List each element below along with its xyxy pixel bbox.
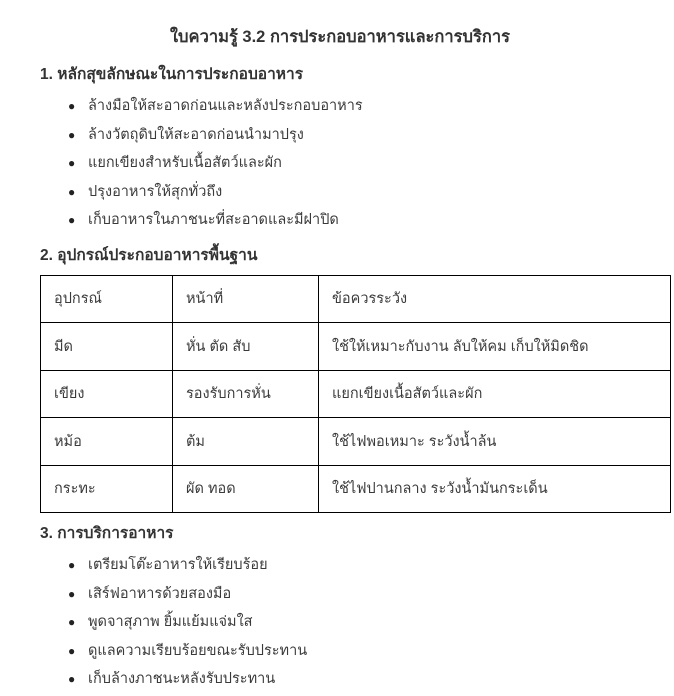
table-cell: ใช้ให้เหมาะกับงาน ลับให้คม เก็บให้มิดชิด (319, 323, 671, 371)
table-cell: แยกเขียงเนื้อสัตว์และผัก (319, 370, 671, 418)
section-2-heading: 2. อุปกรณ์ประกอบอาหารพื้นฐาน (40, 246, 258, 264)
bullet-icon: ● (68, 213, 76, 227)
bullet-icon: ● (68, 586, 76, 601)
list-item-text: พูดจาสุภาพ ยิ้มแย้มแจ่มใส (88, 614, 253, 630)
table-header-row (41, 275, 671, 323)
list-item-text: เตรียมโต๊ะอาหารให้เรียบร้อย (88, 557, 268, 573)
list-item (68, 667, 640, 696)
bullet-icon: ● (68, 156, 76, 170)
list-item-text: เสิร์ฟอาหารด้วยสองมือ (88, 585, 232, 602)
table-cell: หม้อ (41, 418, 173, 466)
equipment-table (40, 275, 671, 514)
list-item (68, 553, 640, 582)
bullet-icon: ● (68, 99, 76, 113)
table-cell: รองรับการหั่น (173, 370, 319, 418)
list-item-text: ล้างวัตถุดิบให้สะอาดก่อนนำมาปรุง (88, 126, 304, 143)
bullet-icon: ● (68, 184, 76, 199)
table-cell: ใช้ไฟปานกลาง ระวังน้ำมันกระเด็น (319, 465, 671, 513)
list-item (68, 639, 640, 668)
table-cell: กระทะ (41, 465, 173, 513)
list-item (68, 94, 640, 123)
service-bullet-list (40, 553, 640, 696)
table-cell: เขียง (41, 370, 173, 418)
list-item-text: ปรุงอาหารให้สุกทั่วถึง (88, 183, 223, 200)
list-item (68, 151, 640, 180)
bullet-icon: ● (68, 558, 76, 572)
list-item (68, 582, 640, 611)
list-item-text: ล้างมือให้สะอาดก่อนและหลังประกอบอาหาร (88, 98, 363, 114)
section-1-heading: 1. หลักสุขลักษณะในการประกอบอาหาร (40, 66, 304, 83)
table-row (41, 418, 671, 466)
hygiene-bullet-list (40, 94, 640, 237)
list-item-text: แยกเขียงสำหรับเนื้อสัตว์และผัก (88, 155, 282, 171)
list-item-text: เก็บล้างภาชนะหลังรับประทาน (88, 671, 276, 687)
table-header-cell: หน้าที่ (173, 275, 319, 323)
table-cell: ใช้ไฟพอเหมาะ ระวังน้ำล้น (319, 418, 671, 466)
list-item (68, 208, 640, 237)
table-cell: หั่น ตัด สับ (173, 323, 319, 371)
bullet-icon: ● (68, 615, 76, 629)
table-row (41, 370, 671, 418)
list-item (68, 610, 640, 639)
table-cell: ต้ม (173, 418, 319, 466)
document-title: ใบความรู้ 3.2 การประกอบอาหารและการบริการ (170, 28, 510, 46)
table-header-cell: อุปกรณ์ (41, 275, 173, 323)
section-3-heading: 3. การบริการอาหาร (40, 525, 174, 542)
bullet-icon: ● (68, 672, 76, 686)
list-item (68, 123, 640, 152)
table-row (41, 323, 671, 371)
table-row (41, 465, 671, 513)
table-cell: ผัด ทอด (173, 465, 319, 513)
bullet-icon: ● (68, 643, 76, 658)
bullet-icon: ● (68, 127, 76, 142)
table-header-cell: ข้อควรระวัง (319, 275, 671, 323)
list-item-text: เก็บอาหารในภาชนะที่สะอาดและมีฝาปิด (88, 212, 339, 228)
table-cell: มีด (41, 323, 173, 371)
list-item (68, 180, 640, 209)
list-item-text: ดูแลความเรียบร้อยขณะรับประทาน (88, 642, 308, 659)
